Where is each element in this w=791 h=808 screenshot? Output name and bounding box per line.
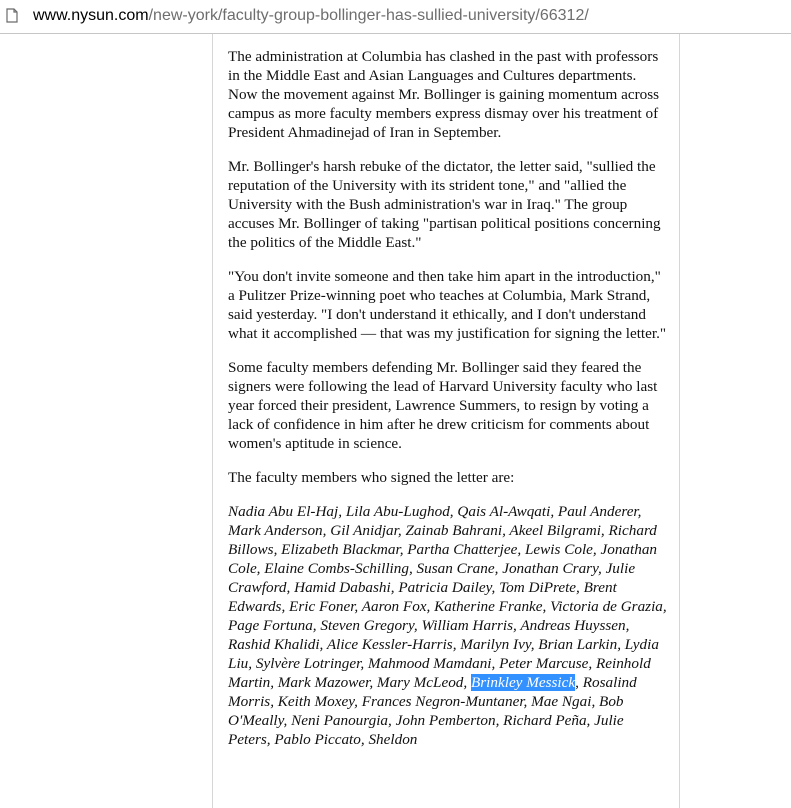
url-domain: www.nysun.com — [33, 7, 149, 24]
signers-text: Nadia Abu El-Haj, Lila Abu-Lughod, Qais Al-Awqati, Paul Anderer, Mark Anderson, Gil Anidjar, Zainab Bahrani, Akeel Bilgrami, Richard Billows, Elizabeth Blackmar, Partha Chatterjee, Lewis Cole, Jonathan Cole, Elaine Combs-Schilling, Susan Crane, Jonathan Crary, Julie Crawford, Hamid Dabashi, Patricia Dailey, Tom DiPrete, Brent Edwards, Eric Foner, Aaron Fox, Katherine Franke, Victoria de Grazia, Page Fortuna, Steven Gregory, William Harris, Andreas Huyssen, Rashid Khalidi, Alice Kessler-Harris, Marilyn Ivy, Brian Larkin, Lydia Liu, Sylvère Lotringer, Mahmood Mamdani, Peter Marcuse, Reinhold Martin, Mark Mazower, Mary McLeod, — [228, 503, 667, 691]
paragraph: "You don't invite someone and then take him apart in the introduction," a Pulitzer Prize-winning poet who teaches at Columbia, Mark Strand, said yesterday. "I don't understand it ethically, and I don't understand what it accomplished — that was my justification for signing the letter." — [228, 268, 667, 342]
paragraph: Some faculty members defending Mr. Bollinger said they feared the signers were following the lead of Harvard University faculty who last year forced their president, Lawrence Summers, to resign by voting a lack of confidence in him after he drew criticism for comments about women's aptitude in science. — [228, 359, 658, 452]
article-body — [228, 47, 668, 764]
address-bar[interactable] — [0, 0, 791, 34]
paragraph: The administration at Columbia has clashed in the past with professors in the Middle East and Asian Languages and Cultures departments. Now the movement against Mr. Bollinger is gaining momentum across campus as more faculty members express dismay over his treatment of President Ahmadinejad of Iran in September. — [228, 48, 660, 141]
selected-text[interactable]: Brinkley Messick — [470, 674, 576, 691]
paragraph: Mr. Bollinger's harsh rebuke of the dictator, the letter said, "sullied the reputation of the University with its strident tone," and "allied the University with the Bush administration's war in Iraq." The group accuses Mr. Bollinger of taking "partisan political positions concerning the politics of the Middle East." — [228, 158, 661, 251]
url-path: /new-york/faculty-group-bollinger-has-sullied-university/66312/ — [148, 7, 589, 24]
signers-list — [228, 502, 668, 749]
page-icon — [6, 8, 18, 23]
signers-text-continued: , Rosalind Morris, Keith Moxey, Frances Negron-Muntaner, Mae Ngai, Bob O'Meally, Neni Panourgia, John Pemberton, Richard Peña, Julie Peters, Pablo Piccato, Sheldon — [228, 674, 637, 748]
url-text[interactable] — [33, 6, 589, 26]
paragraph: The faculty members who signed the letter are: — [228, 469, 515, 486]
